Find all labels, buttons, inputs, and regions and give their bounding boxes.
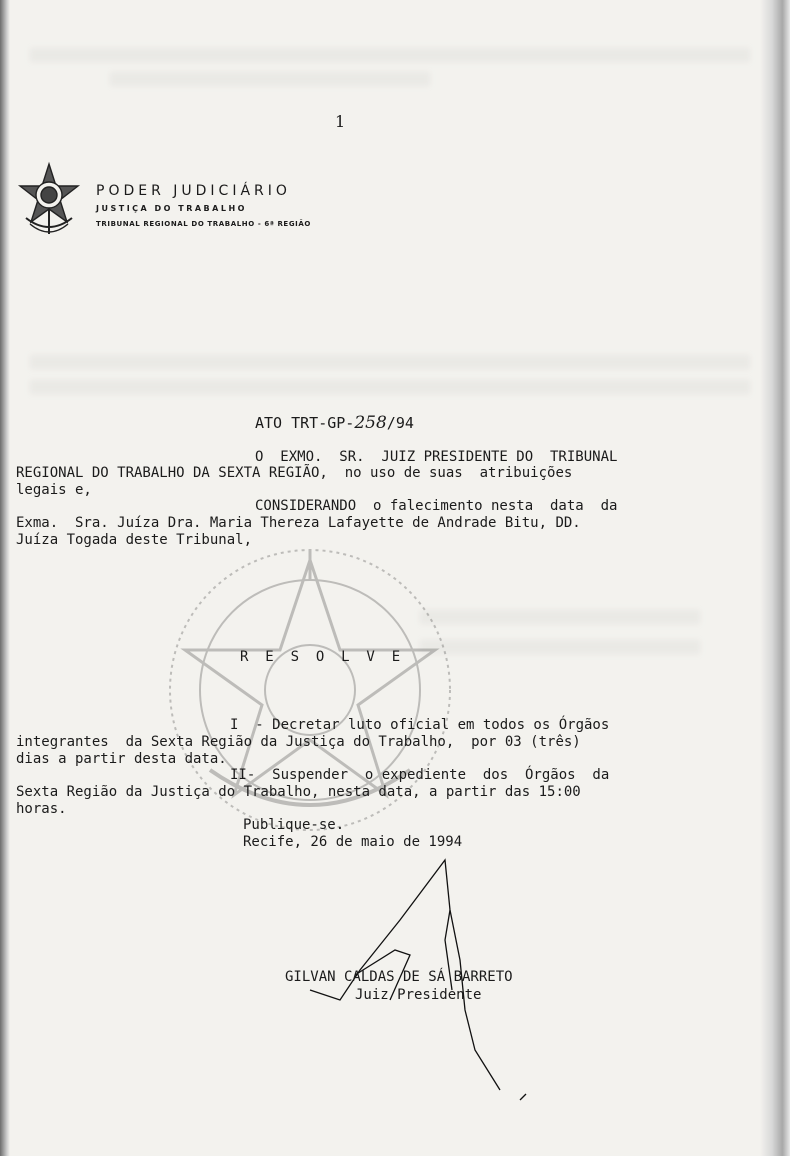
paragraph-2-line-1: CONSIDERANDO o falecimento nesta data da: [255, 498, 618, 514]
signatory-name: GILVAN CALDAS DE SÁ BARRETO: [285, 969, 513, 985]
paragraph-2-line-3: Juíza Togada deste Tribunal,: [16, 532, 253, 548]
item-1-line-1: I - Decretar luto oficial em todos os Órgãos: [230, 717, 610, 733]
item-2-line-3: horas.: [16, 801, 67, 817]
act-number: [255, 414, 414, 432]
item-2-line-1: II- Suspender o expediente dos Órgãos da: [230, 767, 610, 783]
bleed-through: [30, 355, 750, 369]
act-suffix: /94: [386, 414, 414, 432]
paragraph-1-line-2: REGIONAL DO TRABALHO DA SEXTA REGIÃO, no uso de suas atribuições: [16, 465, 573, 481]
item-1-line-2: integrantes da Sexta Região da Justiça do Trabalho, por 03 (três): [16, 734, 581, 750]
publish-line: Publique-se.: [243, 817, 345, 833]
paragraph-1-line-1: O EXMO. SR. JUIZ PRESIDENTE DO TRIBUNAL: [255, 449, 618, 465]
bleed-through: [110, 72, 430, 86]
letterhead-subtitle: JUSTIÇA DO TRABALHO: [96, 204, 247, 213]
paragraph-1-line-3: legais e,: [16, 482, 92, 498]
act-handwritten-number: 258: [354, 413, 387, 433]
coat-of-arms-icon: [16, 160, 82, 242]
resolve-heading: R E S O L V E: [240, 649, 401, 665]
act-prefix: ATO TRT-GP-: [255, 414, 355, 432]
place-date-line: Recife, 26 de maio de 1994: [243, 834, 463, 850]
page-number: 1: [335, 112, 346, 131]
item-1-line-3: dias a partir desta data.: [16, 751, 227, 767]
letterhead-tribunal: TRIBUNAL REGIONAL DO TRABALHO - 6ª REGIÃO: [96, 220, 311, 228]
signatory-title: Juiz Presidente: [355, 987, 482, 1003]
letterhead-title: PODER JUDICIÁRIO: [96, 183, 291, 199]
bleed-through: [30, 48, 750, 62]
bleed-through: [30, 380, 750, 394]
item-2-line-2: Sexta Região da Justiça do Trabalho, nesta data, a partir das 15:00: [16, 784, 581, 800]
scan-edge-left: [0, 0, 10, 1156]
scan-edge-right: [760, 0, 790, 1156]
paragraph-2-line-2: Exma. Sra. Juíza Dra. Maria Thereza Lafayette de Andrade Bitu, DD.: [16, 515, 581, 531]
